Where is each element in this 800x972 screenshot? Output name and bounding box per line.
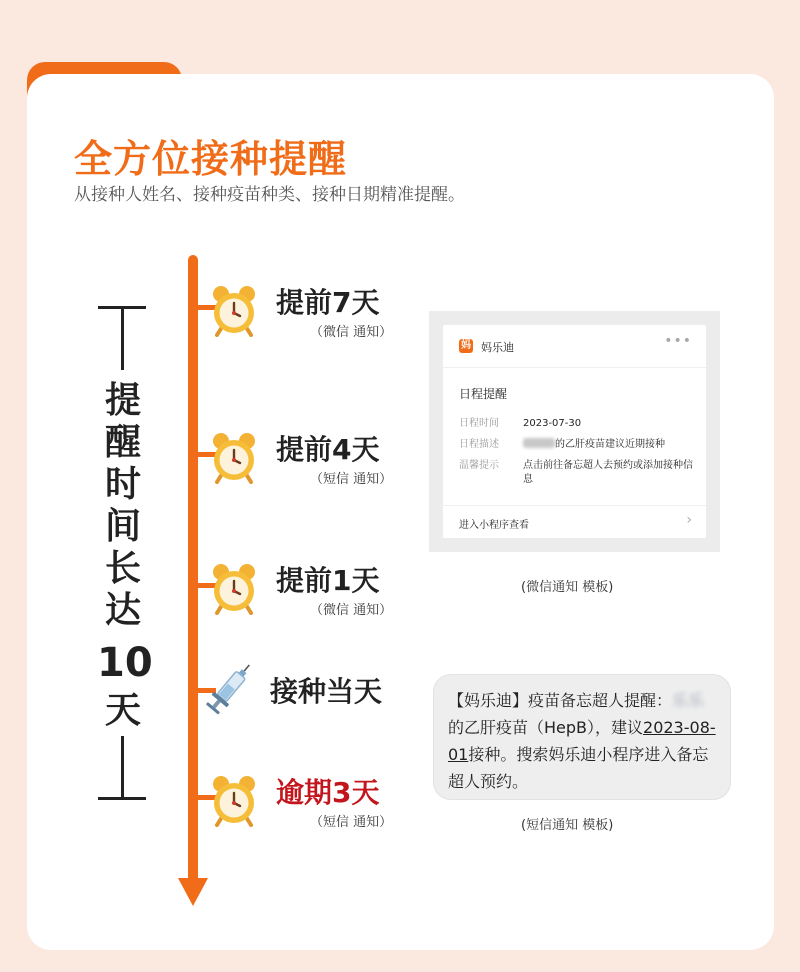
sms-template-bubble — [433, 674, 731, 800]
duration-char: 醒 — [104, 422, 141, 463]
sms-blurred-name: 乐乐 — [672, 691, 705, 710]
timeline-event — [198, 767, 408, 837]
row-value-wrapper — [523, 438, 698, 452]
app-name: 妈乐迪 — [481, 341, 514, 354]
event-channel-note: （微信 通知） — [310, 603, 393, 618]
wechat-message-card — [443, 325, 706, 538]
duration-char: 提 — [104, 380, 141, 421]
wechat-card-header — [443, 325, 706, 368]
sms-prefix: 【妈乐迪】疫苗备忘超人提醒： — [448, 691, 673, 710]
timeline-event — [198, 555, 408, 625]
duration-char: 长 — [104, 548, 141, 589]
row-value: 2023-07-30 — [523, 418, 582, 429]
page-subtitle: 从接种人姓名、接种疫苗种类、接种日期精准提醒。 — [74, 185, 465, 205]
sms-template-caption: (短信通知 模板) — [521, 818, 614, 833]
row-value: 的乙肝疫苗建议近期接种 — [555, 439, 665, 450]
row-value: 点击前往备忘超人去预约或添加接种信息 — [523, 460, 693, 485]
alarm-clock-icon — [210, 561, 258, 615]
timeline-event — [198, 424, 408, 494]
row-key: 日程描述 — [459, 439, 499, 450]
blurred-name — [523, 438, 555, 448]
open-mini-program-link[interactable] — [443, 505, 706, 539]
wechat-template-caption: (微信通知 模板) — [521, 580, 614, 595]
event-label: 提前7天 — [276, 286, 380, 319]
event-channel-note: （短信 通知） — [310, 472, 393, 487]
sms-suffix: 接种。搜索妈乐迪小程序进入备忘超人预约。 — [448, 745, 709, 791]
row-key: 温馨提示 — [459, 460, 499, 471]
duration-char: 达 — [104, 590, 141, 631]
row-key: 日程时间 — [459, 418, 499, 429]
syringe-icon — [206, 654, 254, 716]
sms-message-text — [448, 687, 720, 795]
timeline-event — [198, 277, 408, 347]
duration-number: 10 — [97, 640, 153, 686]
alarm-clock-icon — [210, 773, 258, 827]
timeline-event — [198, 660, 408, 730]
timeline-axis — [188, 255, 198, 880]
bracket-bottom-cap — [98, 797, 146, 800]
alarm-clock-icon — [210, 283, 258, 337]
event-label: 逾期3天 — [276, 776, 380, 809]
sms-date-link[interactable]: 2023-08-01 — [448, 718, 716, 764]
duration-char: 时 — [104, 464, 141, 505]
bracket-top-line — [121, 308, 124, 370]
sms-after-name: 的乙肝疫苗（HepB），建议 — [448, 718, 644, 737]
wechat-card-title: 日程提醒 — [459, 387, 508, 401]
alarm-clock-icon — [210, 430, 258, 484]
wechat-template-screenshot — [429, 311, 720, 552]
event-label: 提前1天 — [276, 564, 380, 597]
bracket-bottom-line — [121, 736, 124, 798]
open-mini-program-label: 进入小程序查看 — [459, 520, 529, 531]
chevron-right-icon: › — [686, 512, 692, 528]
more-dots-icon[interactable]: ••• — [664, 333, 692, 349]
event-channel-note: （短信 通知） — [310, 815, 393, 830]
duration-char: 间 — [104, 506, 141, 547]
event-label: 提前4天 — [276, 433, 380, 466]
app-logo: 妈 — [461, 340, 471, 351]
event-channel-note: （微信 通知） — [310, 325, 393, 340]
event-label: 接种当天 — [270, 675, 383, 708]
page-title: 全方位接种提醒 — [74, 137, 348, 181]
duration-unit: 天 — [104, 690, 141, 731]
duration-vertical-label — [97, 380, 153, 732]
timeline-arrowhead — [178, 878, 208, 906]
